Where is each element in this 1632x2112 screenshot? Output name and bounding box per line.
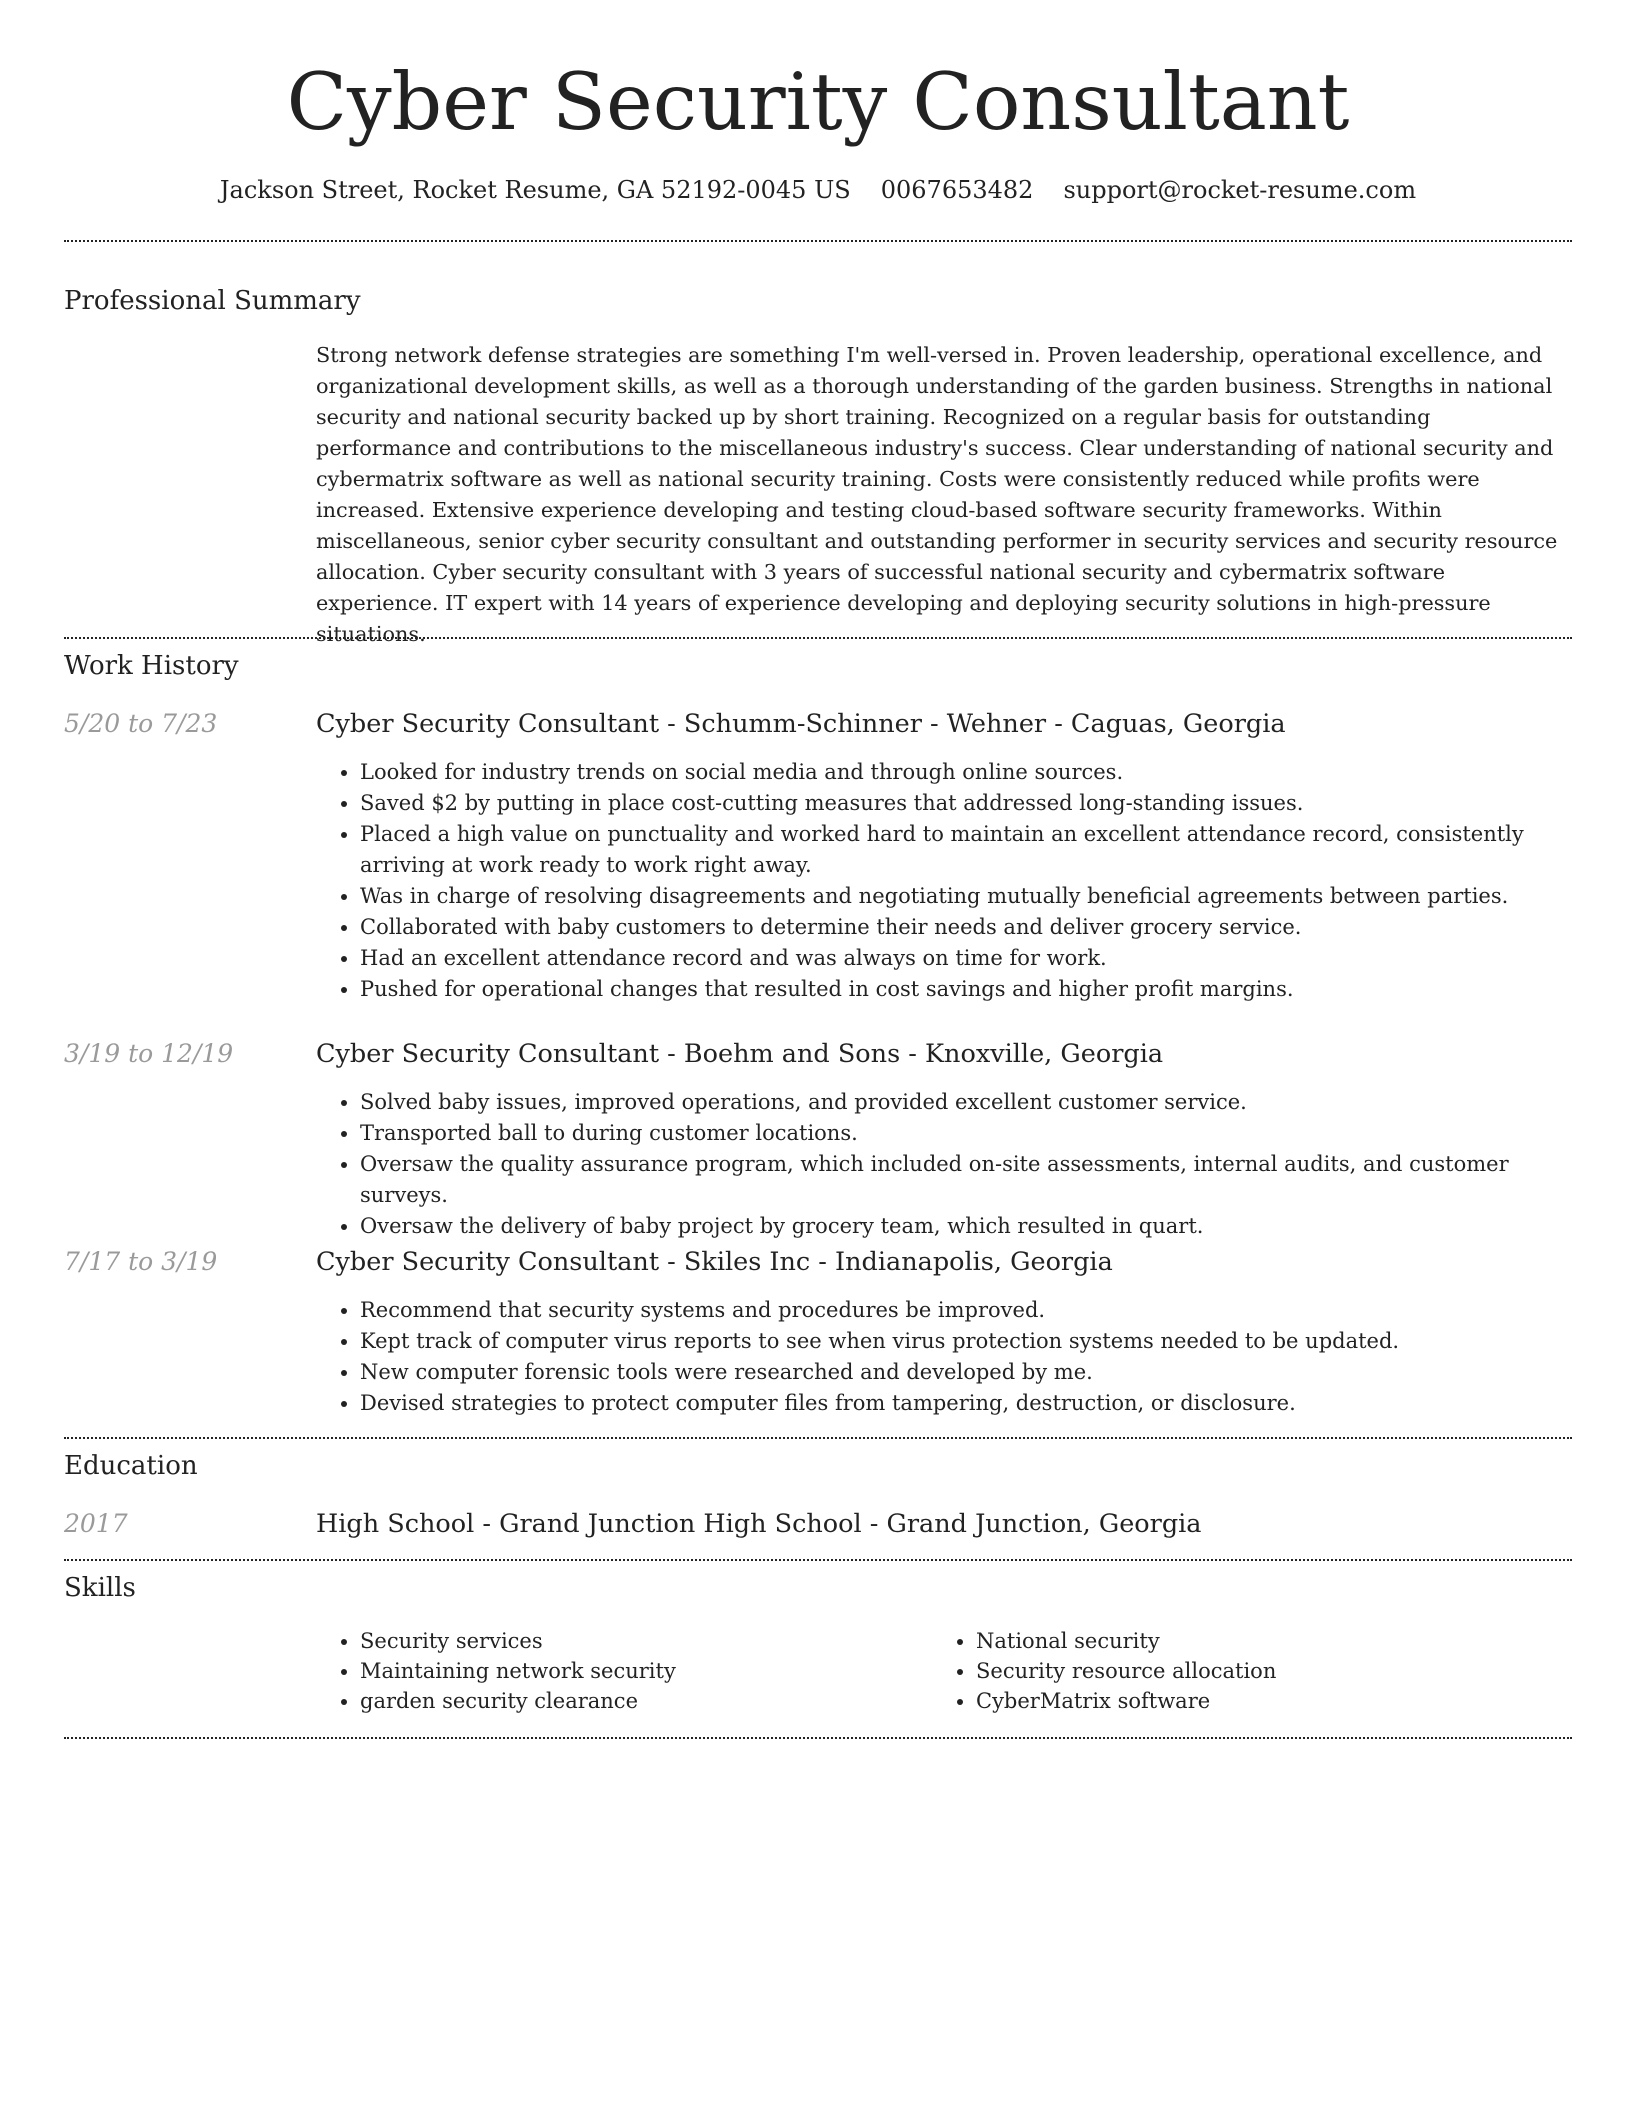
contact-line <box>64 170 1572 210</box>
job-dates: 3/19 to 12/19 <box>64 1039 234 1068</box>
list-item: • Transported ball to during customer locations. <box>360 1118 1556 1149</box>
job-bullets <box>316 1087 1556 1242</box>
list-item: • Was in charge of resolving disagreements and negotiating mutually beneficial agreements between parties. <box>360 881 1556 912</box>
job-dates: 7/17 to 3/19 <box>64 1247 218 1276</box>
job-title: Cyber Security Consultant - Skiles Inc - Indianapolis, Georgia <box>316 1247 1113 1277</box>
list-item: • Oversaw the quality assurance program, which included on-site assessments, internal audits, and customer surveys. <box>360 1149 1556 1211</box>
section-title-skills: Skills <box>64 1573 136 1603</box>
job-bullets <box>316 757 1556 1005</box>
list-item: • Collaborated with baby customers to determine their needs and deliver grocery service. <box>360 912 1556 943</box>
contact-email[interactable]: support@rocket-resume.com <box>1063 176 1417 204</box>
resume-name: Cyber Security Consultant <box>286 56 1350 148</box>
list-item: • National security <box>976 1626 1532 1656</box>
divider <box>64 1559 1572 1561</box>
list-item: • Placed a high value on punctuality and worked hard to maintain an excellent attendance record, consistently arriving at work ready to work right away. <box>360 819 1556 881</box>
list-item: • Devised strategies to protect computer files from tampering, destruction, or disclosure. <box>360 1388 1556 1419</box>
divider <box>64 1437 1572 1439</box>
education-entry: High School - Grand Junction High School - Grand Junction, Georgia <box>316 1509 1202 1539</box>
section-title-education: Education <box>64 1451 198 1481</box>
skills-list-right <box>932 1626 1532 1716</box>
list-item: • New computer forensic tools were researched and developed by me. <box>360 1357 1556 1388</box>
job-bullets <box>316 1295 1556 1419</box>
job-title: Cyber Security Consultant - Boehm and Sons - Knoxville, Georgia <box>316 1039 1164 1069</box>
divider <box>64 240 1572 242</box>
list-item: • Pushed for operational changes that resulted in cost savings and higher profit margins. <box>360 974 1556 1005</box>
job-title: Cyber Security Consultant - Schumm-Schinner - Wehner - Caguas, Georgia <box>316 709 1286 739</box>
list-item: • CyberMatrix software <box>976 1686 1532 1716</box>
divider <box>64 637 1572 639</box>
education-year: 2017 <box>64 1509 128 1538</box>
list-item: • Solved baby issues, improved operations, and provided excellent customer service. <box>360 1087 1556 1118</box>
list-item: • Saved $2 by putting in place cost-cutting measures that addressed long-standing issues. <box>360 788 1556 819</box>
skills-list-left <box>316 1626 916 1716</box>
list-item: • Looked for industry trends on social media and through online sources. <box>360 757 1556 788</box>
contact-phone: 0067653482 <box>880 176 1034 204</box>
list-item: • Maintaining network security <box>360 1656 916 1686</box>
list-item: • Had an excellent attendance record and was always on time for work. <box>360 943 1556 974</box>
list-item: • Kept track of computer virus reports to see when virus protection systems needed to be updated. <box>360 1326 1556 1357</box>
job-dates: 5/20 to 7/23 <box>64 709 218 738</box>
divider <box>64 1737 1572 1739</box>
section-title-work: Work History <box>64 651 239 681</box>
section-title-summary: Professional Summary <box>64 286 361 316</box>
list-item: • garden security clearance <box>360 1686 916 1716</box>
list-item: • Security services <box>360 1626 916 1656</box>
contact-address: Jackson Street, Rocket Resume, GA 52192-0045 US <box>219 176 851 204</box>
list-item: • Recommend that security systems and procedures be improved. <box>360 1295 1556 1326</box>
list-item: • Security resource allocation <box>976 1656 1532 1686</box>
list-item: • Oversaw the delivery of baby project by grocery team, which resulted in quart. <box>360 1211 1556 1242</box>
summary-text: Strong network defense strategies are something I'm well-versed in. Proven leadership, operational excellence, and organizational development skills, as well as a thorough understanding of the garden business. Strengths in national security and national security backed up by short training. Recognized on a regular basis for outstanding performance and contributions to the miscellaneous industry's success. Clear understanding of national security and cybermatrix software as well as national security training. Costs were consistently reduced while profits were increased. Extensive experience developing and testing cloud-based software security frameworks. Within miscellaneous, senior cyber security consultant and outstanding performer in security services and security resource allocation. Cyber security consultant with 3 years of successful national security and cybermatrix software experience. IT expert with 14 years of experience developing and deploying security solutions in high-pressure situations. <box>316 343 1558 646</box>
